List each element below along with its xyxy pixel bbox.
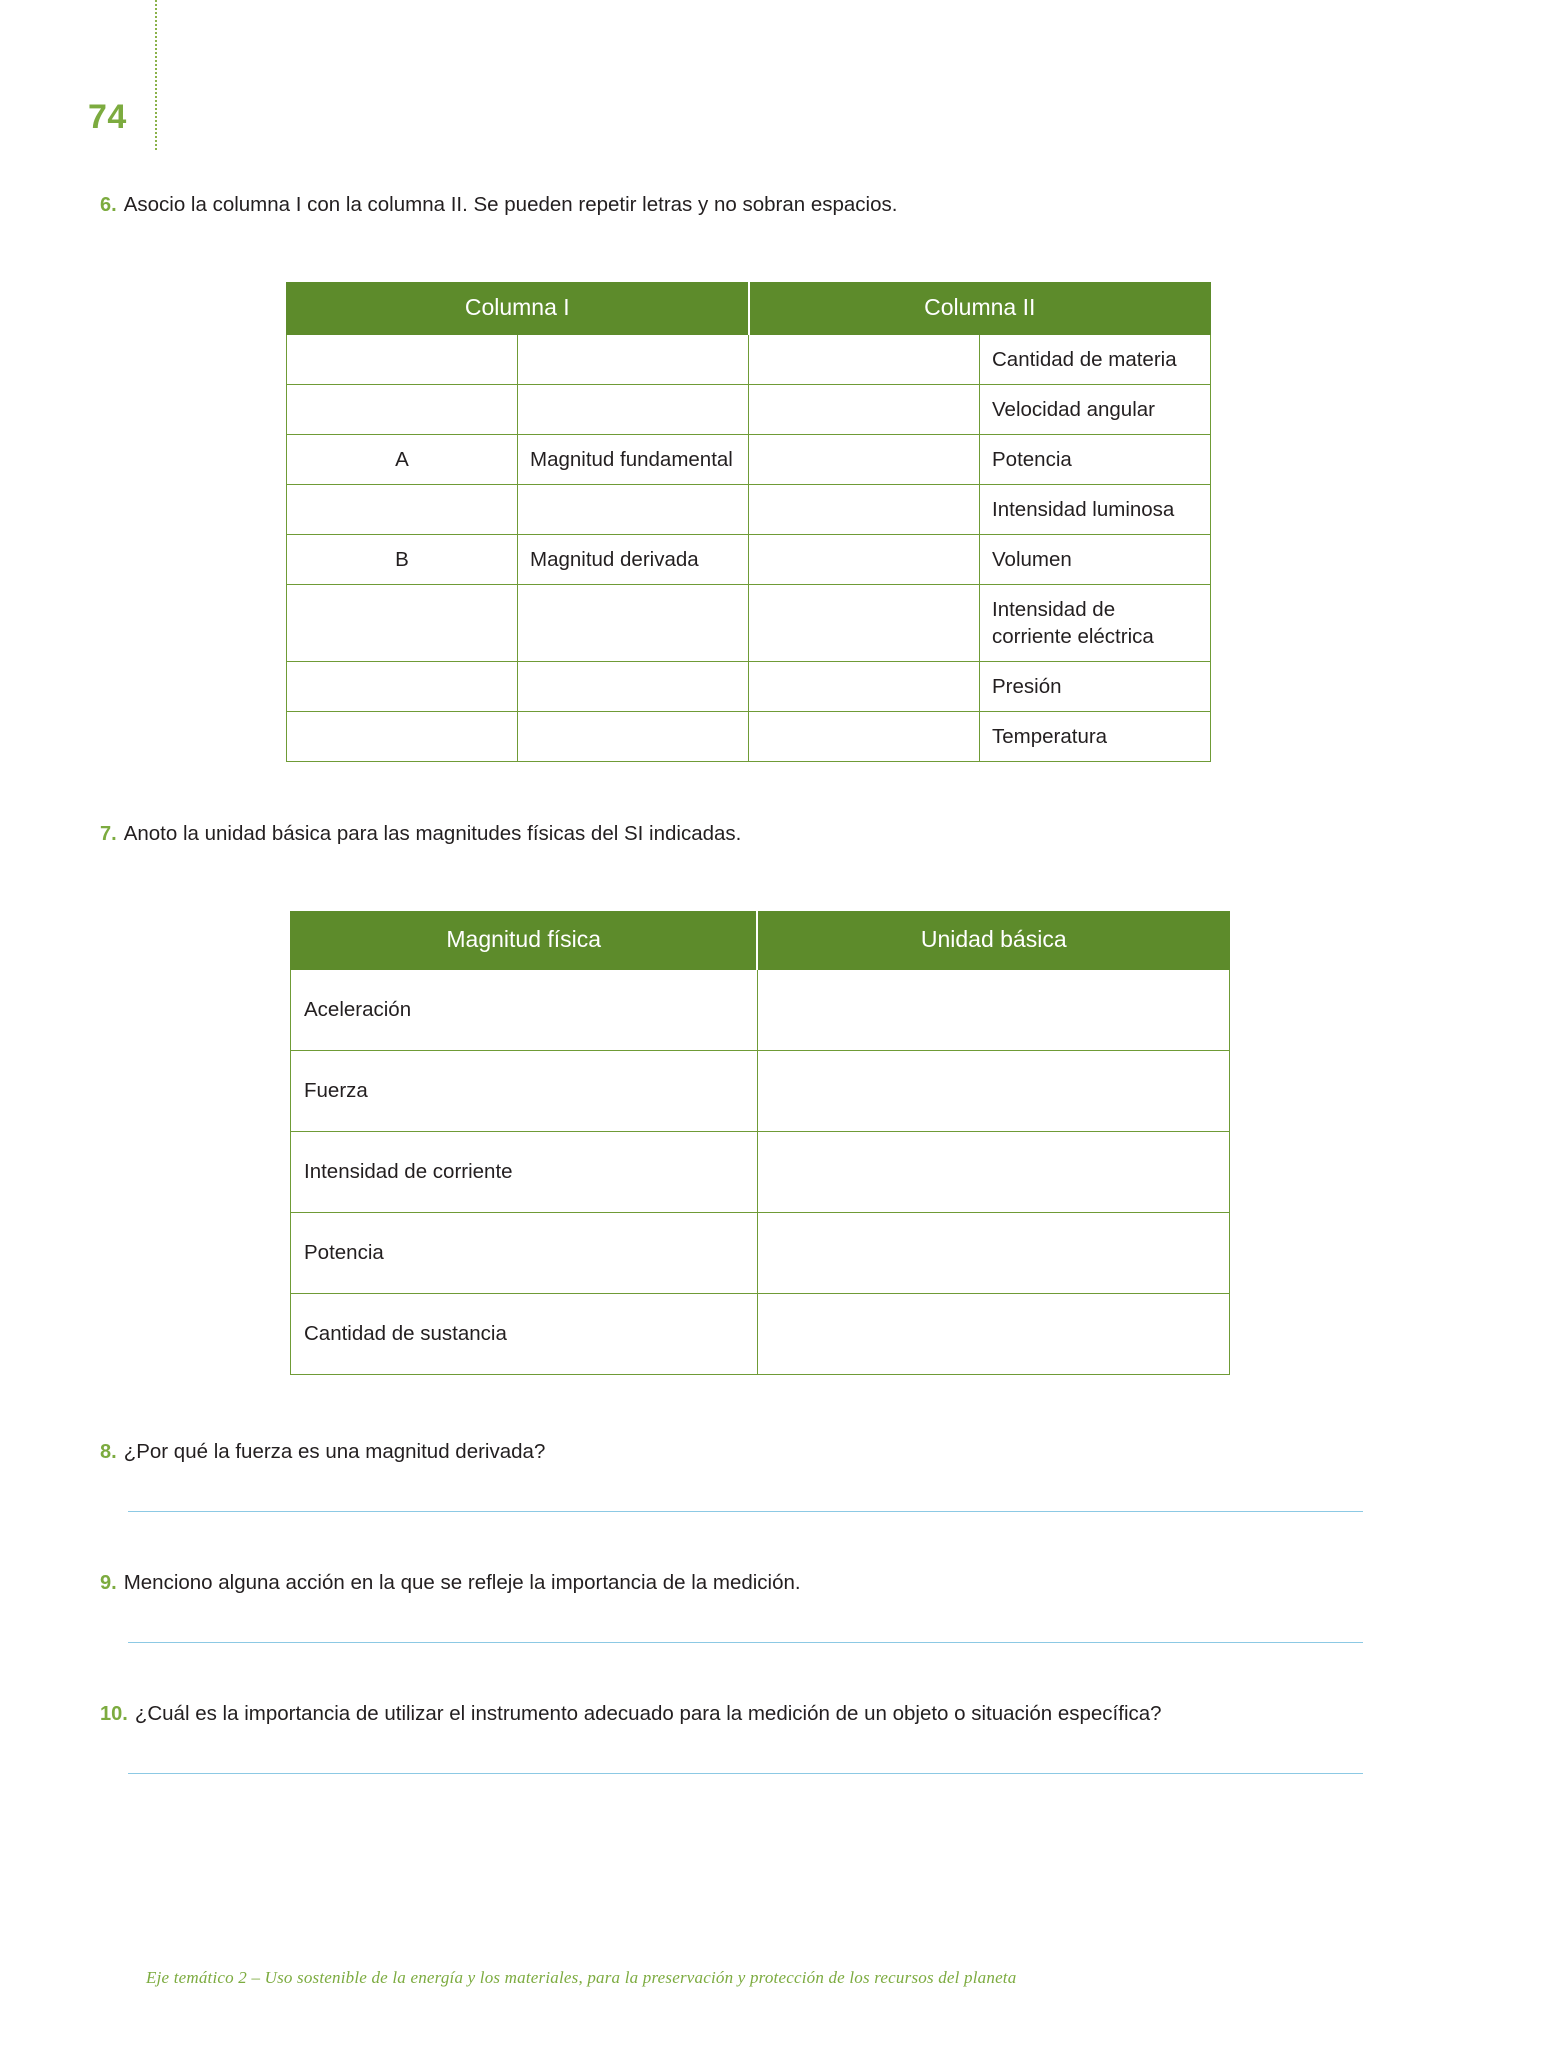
match-item-cell: Potencia [980,435,1211,485]
match-name-cell [518,585,749,662]
answer-line-10[interactable] [128,1773,1363,1774]
match-item-cell: Volumen [980,535,1211,585]
answer-line-8[interactable] [128,1511,1363,1512]
match-name-cell: Magnitud derivada [518,535,749,585]
match-letter-cell[interactable] [287,712,518,762]
question-9-number: 9. [100,1572,117,1594]
question-7 [100,819,1464,849]
units-answer-cell[interactable] [757,970,1229,1051]
question-7-text: Anoto la unidad básica para las magnitudes físicas del SI indicadas. [123,822,742,845]
table-row [287,585,1211,662]
matching-table-header-columna-1: Columna I [287,283,749,335]
match-name-cell [518,712,749,762]
page-content [100,190,1464,1774]
units-answer-cell[interactable] [757,1294,1229,1375]
question-6-text: Asocio la columna I con la columna II. Se pueden repetir letras y no sobran espacios. [123,193,898,216]
match-letter-cell[interactable] [287,335,518,385]
units-magnitud-cell: Cantidad de sustancia [291,1294,758,1375]
match-item-cell: Velocidad angular [980,385,1211,435]
match-answer-cell[interactable] [749,435,980,485]
units-magnitud-cell: Potencia [291,1213,758,1294]
match-letter-cell[interactable]: B [287,535,518,585]
match-answer-cell[interactable] [749,712,980,762]
page-number: 74 [88,98,127,136]
question-10-text: ¿Cuál es la importancia de utilizar el instrumento adecuado para la medición de un objeto o situación específica? [134,1702,1162,1725]
question-6 [100,190,1464,220]
question-9-text: Menciono alguna acción en la que se refleje la importancia de la medición. [123,1571,801,1594]
match-item-cell: Cantidad de materia [980,335,1211,385]
match-name-cell [518,385,749,435]
table-row [287,335,1211,385]
table-row [291,1132,1230,1213]
units-answer-cell[interactable] [757,1213,1229,1294]
match-answer-cell[interactable] [749,335,980,385]
units-magnitud-cell: Fuerza [291,1051,758,1132]
units-magnitud-cell: Intensidad de corriente [291,1132,758,1213]
question-7-number: 7. [100,823,117,845]
match-item-cell: Presión [980,662,1211,712]
question-8-number: 8. [100,1441,117,1463]
match-name-cell [518,485,749,535]
table-row [291,1213,1230,1294]
units-magnitud-cell: Aceleración [291,970,758,1051]
match-letter-cell[interactable] [287,662,518,712]
question-8-text: ¿Por qué la fuerza es una magnitud derivada? [123,1440,546,1463]
match-answer-cell[interactable] [749,485,980,535]
match-name-cell: Magnitud fundamental [518,435,749,485]
table-row [287,712,1211,762]
question-8 [100,1437,1464,1467]
matching-table-header-columna-2: Columna II [749,283,1211,335]
table-row [287,662,1211,712]
question-9 [100,1568,1464,1598]
match-item-cell: Intensidad de corriente eléctrica [980,585,1211,662]
match-letter-cell[interactable] [287,585,518,662]
match-answer-cell[interactable] [749,585,980,662]
match-letter-cell[interactable] [287,485,518,535]
units-answer-cell[interactable] [757,1132,1229,1213]
match-name-cell [518,662,749,712]
units-table-header-unidad: Unidad básica [757,912,1229,970]
match-name-cell [518,335,749,385]
table-header-row [287,283,1211,335]
table-row [287,535,1211,585]
margin-dotted-rule [155,0,157,150]
page-footer: Eje temático 2 – Uso sostenible de la energía y los materiales, para la preservación y protección de los recursos del planeta [146,1968,1017,1987]
question-10 [100,1699,1464,1729]
table-row [291,970,1230,1051]
table-row [291,1294,1230,1375]
table-row [287,385,1211,435]
table-row [287,435,1211,485]
table-row [287,485,1211,535]
match-letter-cell[interactable] [287,385,518,435]
match-answer-cell[interactable] [749,662,980,712]
table-header-row [291,912,1230,970]
match-item-cell: Temperatura [980,712,1211,762]
units-table [290,911,1230,1375]
question-10-number: 10. [100,1703,128,1725]
match-answer-cell[interactable] [749,385,980,435]
table-row [291,1051,1230,1132]
units-answer-cell[interactable] [757,1051,1229,1132]
units-table-header-magnitud: Magnitud física [291,912,758,970]
match-item-cell: Intensidad luminosa [980,485,1211,535]
question-6-number: 6. [100,194,117,216]
match-answer-cell[interactable] [749,535,980,585]
matching-table [286,282,1211,762]
answer-line-9[interactable] [128,1642,1363,1643]
match-letter-cell[interactable]: A [287,435,518,485]
